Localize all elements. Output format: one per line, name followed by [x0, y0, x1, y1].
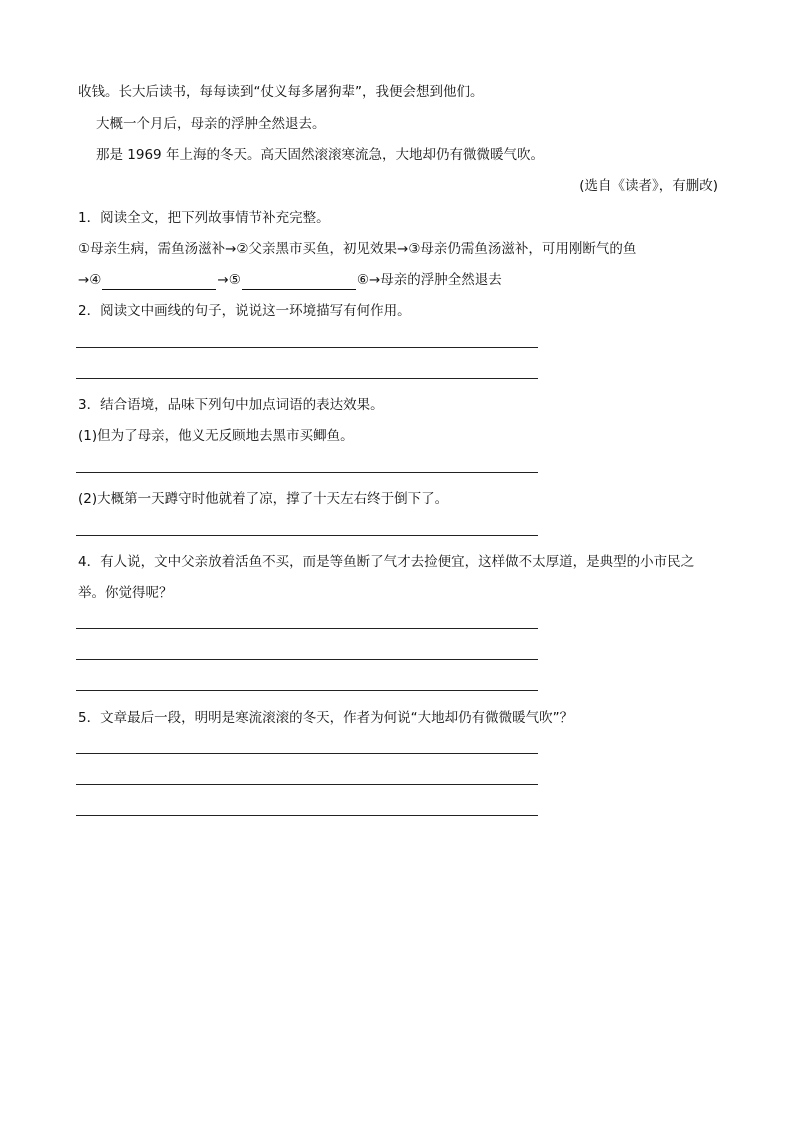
- question-2-answer-line-2[interactable]: [76, 378, 538, 379]
- passage-paragraph-1: 收钱。长大后读书，每每读到“仗义每多屠狗辈”，我便会想到他们。: [78, 84, 484, 100]
- plot-step-5-blank[interactable]: [242, 275, 356, 290]
- question-1-prompt: 1．阅读全文，把下列故事情节补充完整。: [78, 210, 330, 226]
- question-1-plot-line-1: ①母亲生病，需鱼汤滋补→②父亲黑市买鱼，初见效果→③母亲仍需鱼汤滋补，可用刚断气的鱼: [78, 241, 637, 257]
- question-3-subquestion-1: (1)但为了母亲，他义无反顾地去黑市买鲫鱼。: [78, 428, 354, 444]
- question-5-prompt: 5．文章最后一段，明明是寒流滚滚的冬天，作者为何说“大地却仍有微微暖气吹”？: [78, 710, 574, 726]
- question-3-2-answer-line[interactable]: [76, 535, 538, 536]
- plot-step-4-label: →④: [78, 272, 102, 288]
- question-2-prompt: 2．阅读文中画线的句子，说说这一环境描写有何作用。: [78, 303, 411, 319]
- passage-source: (选自《读者》，有删改): [579, 178, 718, 194]
- question-3-prompt: 3．结合语境，品味下列句中加点词语的表达效果。: [78, 397, 384, 413]
- question-1-plot-line-2: [78, 270, 720, 290]
- question-4-prompt-line-1: 4．有人说，文中父亲放着活鱼不买，而是等鱼断了气才去捡便宜，这样做不太厚道，是典型的小市民之: [78, 554, 695, 570]
- passage-paragraph-3: 那是 1969 年上海的冬天。高天固然滚滚寒流急，大地却仍有微微暖气吹。: [96, 147, 544, 163]
- question-4-prompt-line-2: 举。你觉得呢？: [78, 585, 173, 601]
- plot-step-4-blank[interactable]: [102, 275, 216, 290]
- question-5-answer-line-1[interactable]: [76, 753, 538, 754]
- passage-paragraph-2: 大概一个月后，母亲的浮肿全然退去。: [96, 116, 326, 132]
- question-2-answer-line-1[interactable]: [76, 347, 538, 348]
- question-4-answer-line-1[interactable]: [76, 628, 538, 629]
- question-4-answer-line-2[interactable]: [76, 659, 538, 660]
- question-4-answer-line-3[interactable]: [76, 690, 538, 691]
- plot-step-6-label: ⑥→母亲的浮肿全然退去: [356, 272, 502, 288]
- question-5-answer-line-2[interactable]: [76, 784, 538, 785]
- question-3-1-answer-line[interactable]: [76, 472, 538, 473]
- question-5-answer-line-3[interactable]: [76, 815, 538, 816]
- question-3-subquestion-2: (2)大概第一天蹲守时他就着了凉，撑了十天左右终于倒下了。: [78, 491, 449, 507]
- plot-step-5-label: →⑤: [217, 272, 241, 288]
